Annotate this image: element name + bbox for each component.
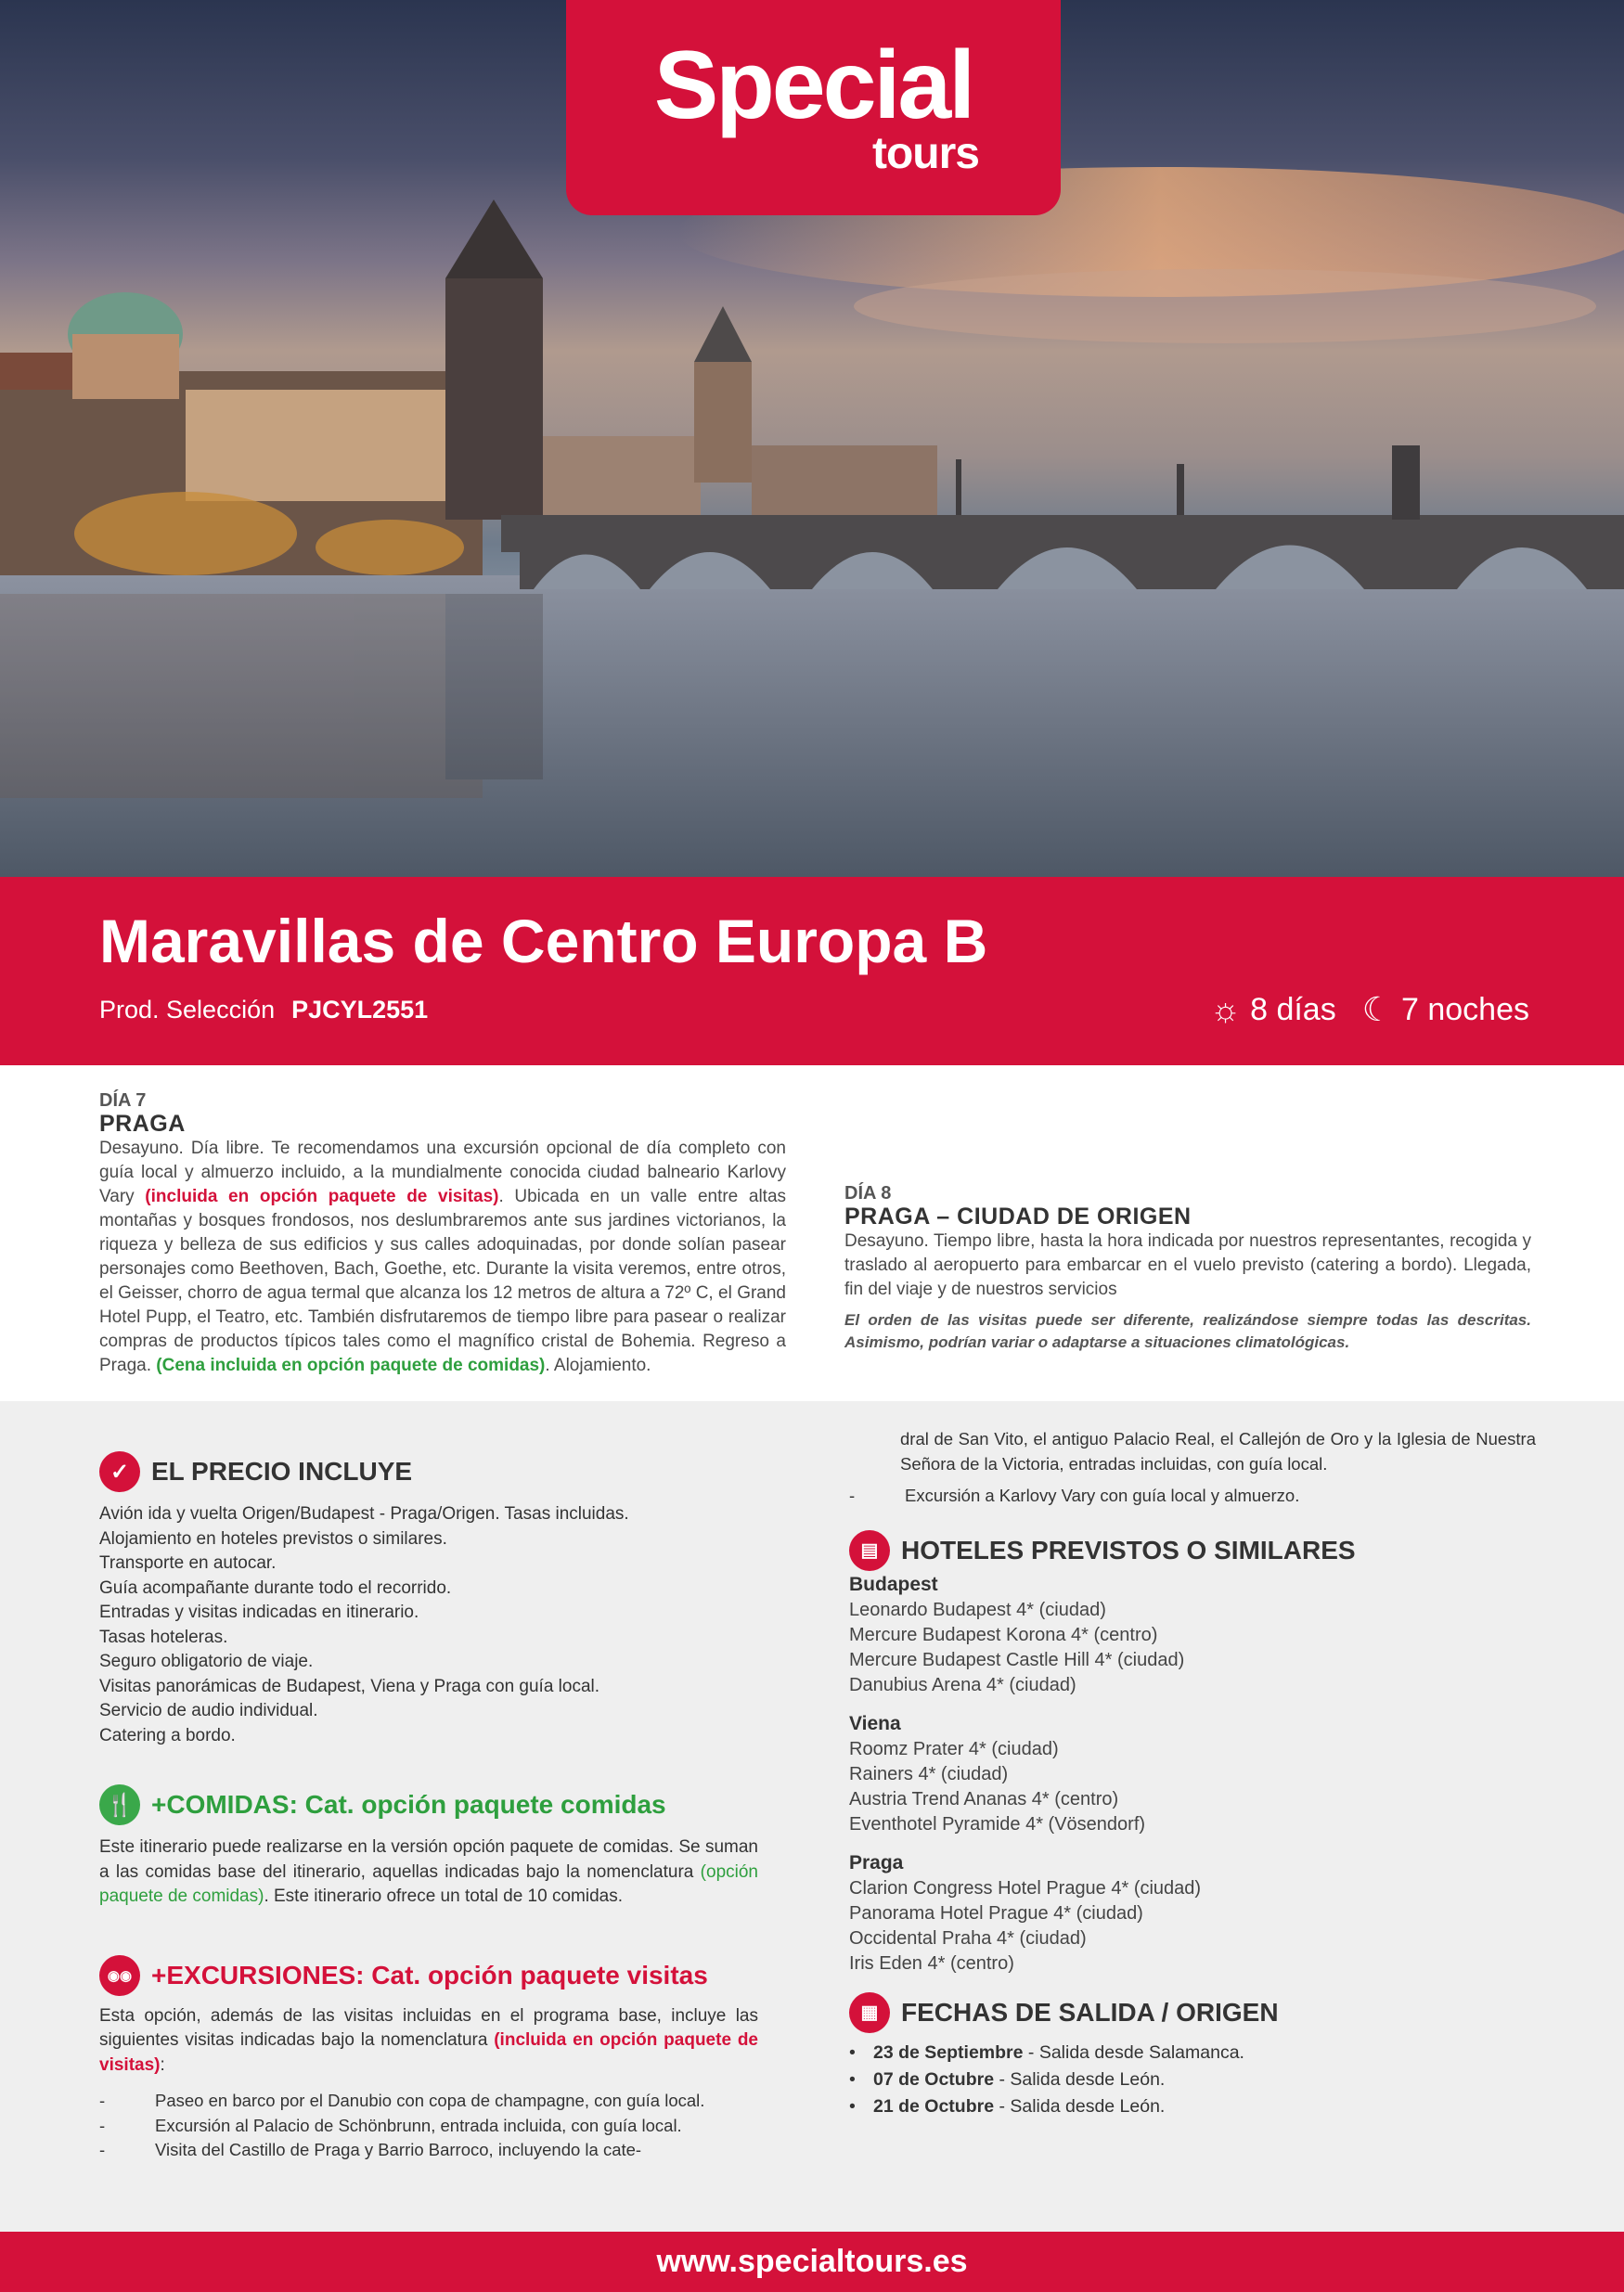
list-item: - Paseo en barco por el Danubio con copa de champagne, con guía local.	[99, 2091, 705, 2110]
visit-package-highlight: (incluida en opción paquete de visitas)	[145, 1187, 499, 1206]
hotels-title: HOTELES PREVISTOS O SIMILARES	[901, 1535, 1356, 1564]
hotel-item: Danubius Arena 4* (ciudad)	[849, 1674, 1076, 1695]
hotel-item: Roomz Prater 4* (ciudad)	[849, 1738, 1059, 1759]
hotel-item: Panorama Hotel Prague 4* (ciudad)	[849, 1902, 1143, 1924]
footer-url[interactable]: www.specialtours.es	[0, 2232, 1624, 2292]
itinerary-right-column	[844, 1086, 1531, 1354]
title-band	[0, 877, 1624, 1065]
camera-icon: ◉◉	[99, 1955, 140, 1996]
sun-icon: ☼	[1210, 990, 1242, 1028]
list-item: Catering a bordo.	[99, 1725, 236, 1745]
hotel-item: Iris Eden 4* (centro)	[849, 1952, 1014, 1974]
logo-line-2: tours	[872, 129, 979, 178]
meal-package-highlight: (Cena incluida en opción paquete de comidas)	[156, 1356, 546, 1375]
excursions-title: +EXCURSIONES: Cat. opción paquete visitas	[151, 1960, 708, 1989]
hotel-city-praga: Praga	[849, 1851, 904, 1874]
duration	[1210, 990, 1529, 1029]
nights-count: 7 noches	[1401, 991, 1529, 1027]
calendar-icon: ▦	[849, 1992, 890, 2033]
cutlery-icon: 🍴	[99, 1784, 140, 1825]
hero-photo-prague	[0, 0, 1624, 877]
list-item: - Excursión al Palacio de Schönbrunn, entrada incluida, con guía local.	[99, 2115, 682, 2135]
meals-text: Este itinerario puede realizarse en la versión opción paquete de comidas. Se suman a las comidas base del itinerario, aquellas indicadas bajo la nomenclatura (opción paquete de comidas). Este itinerario ofrece un total de 10 comidas.	[99, 1837, 758, 1906]
logo-line-1: Special	[653, 32, 973, 139]
info-left-column	[99, 1450, 758, 2163]
list-item: Transporte en autocar.	[99, 1553, 277, 1573]
check-icon: ✓	[99, 1451, 140, 1492]
days-count: 8 días	[1250, 991, 1336, 1027]
special-tours-logo[interactable]	[566, 0, 1061, 215]
hotel-item: Mercure Budapest Korona 4* (centro)	[849, 1624, 1158, 1645]
list-item: Guía acompañante durante todo el recorrido.	[99, 1577, 452, 1598]
price-includes-title: EL PRECIO INCLUYE	[151, 1457, 413, 1486]
hotel-city-viena: Viena	[849, 1712, 901, 1734]
hotel-item: Mercure Budapest Castle Hill 4* (ciudad)	[849, 1649, 1185, 1670]
meal-package-mention: (opción paquete de comidas)	[99, 1861, 758, 1906]
day-7-city: PRAGA	[99, 1111, 186, 1137]
hotel-item: Rainers 4* (ciudad)	[849, 1763, 1009, 1784]
excursions-heading	[99, 1954, 758, 1997]
day-8-label: DÍA 8	[844, 1183, 892, 1204]
hotels-heading	[849, 1529, 1536, 1572]
product-label: Prod. Selección	[99, 996, 276, 1024]
product-line	[99, 996, 428, 1024]
tour-title: Maravillas de Centro Europa B	[99, 907, 988, 975]
visit-package-mention: (incluida en opción paquete de visitas)	[99, 2030, 758, 2075]
list-item: Alojamiento en hoteles previstos o similares.	[99, 1528, 447, 1549]
itinerary-left-column	[99, 1090, 787, 1375]
list-item: - Excursión a Karlovy Vary con guía local y almuerzo.	[849, 1486, 1300, 1505]
meals-title: +COMIDAS: Cat. opción paquete comidas	[151, 1790, 666, 1819]
building-icon: ▤	[849, 1530, 890, 1571]
list-item: Tasas hoteleras.	[99, 1627, 228, 1647]
hotels-list	[849, 1572, 1536, 1977]
info-right-column	[849, 1427, 1536, 2120]
excursions-text: Esta opción, además de las visitas incluidas en el programa base, incluye las siguientes visitas indicadas bajo la nomenclatura (incluida en opción paquete de visitas):	[99, 2005, 758, 2075]
itinerary-note: El orden de las visitas puede ser diferente, realizándose siempre todas las descritas. Asimismo, podrían variar o adaptarse a situaciones climatológicas.	[844, 1311, 1531, 1351]
day-7-text: Desayuno. Día libre. Te recomendamos una excursión opcional de día completo con guía local y almuerzo incluido, a la mundialmente conocida ciudad balneario Karlovy Vary (incluida en opción paquete de visitas). Ubicada en un valle entre altas montañas y bosques frondosos, nos deslumbraremos ante sus jardines victorianos, la riqueza y belleza de sus edificios y sus calles adoquinadas, por donde solían pasear personajes como Beethoven, Bach, Goethe, etc. Durante la visita veremos, entre otros, el Geisser, chorro de agua termal que alcanza los 12 metros de altura a 72º C, el Grand Hotel Pupp, el Teatro, etc. También disfrutaremos de tiempo libre para pasear o realizar compras de productos típicos tales como el magnífico cristal de Bohemia. Regreso a Praga. (Cena incluida en opción paquete de comidas). Alojamiento.	[99, 1139, 787, 1375]
hotel-item: Leonardo Budapest 4* (ciudad)	[849, 1599, 1106, 1620]
excursions-list	[99, 2089, 758, 2163]
hotel-item: Occidental Praha 4* (ciudad)	[849, 1927, 1087, 1949]
product-code: PJCYL2551	[291, 996, 429, 1024]
departures-list	[849, 2040, 1536, 2120]
hotel-item: Clarion Congress Hotel Prague 4* (ciudad)	[849, 1877, 1202, 1899]
day-7-label: DÍA 7	[99, 1090, 147, 1111]
list-item: Entradas y visitas indicadas en itinerario.	[99, 1603, 419, 1622]
list-item: Seguro obligatorio de viaje.	[99, 1652, 314, 1671]
departure-item: • 21 de Octubre - Salida desde León.	[849, 2095, 1166, 2117]
hotel-item: Eventhotel Pyramide 4* (Vösendorf)	[849, 1813, 1146, 1835]
price-includes-heading	[99, 1450, 758, 1493]
moon-icon: ☾	[1361, 990, 1392, 1028]
list-item: Servicio de audio individual.	[99, 1701, 318, 1720]
departure-item: • 07 de Octubre - Salida desde León.	[849, 2068, 1166, 2090]
list-item: Visitas panorámicas de Budapest, Viena y Praga con guía local.	[99, 1676, 600, 1696]
list-item: - Visita del Castillo de Praga y Barrio Barroco, incluyendo la cate-	[99, 2140, 642, 2159]
meals-heading	[99, 1783, 758, 1826]
day-8-text: Desayuno. Tiempo libre, hasta la hora indicada por nuestros representantes, recogida y traslado al aeropuerto para embarcar en el vuelo previsto (catering a bordo). Llegada, fin del viaje y de nuestros servicios	[844, 1231, 1531, 1299]
hotel-item: Austria Trend Ananas 4* (centro)	[849, 1788, 1119, 1809]
hotel-city-budapest: Budapest	[849, 1573, 938, 1595]
day-8-city: PRAGA – CIUDAD DE ORIGEN	[844, 1204, 1192, 1230]
departure-item: • 23 de Septiembre - Salida desde Salamanca.	[849, 2041, 1244, 2063]
price-includes-list	[99, 1502, 758, 1748]
departures-title: FECHAS DE SALIDA / ORIGEN	[901, 1997, 1279, 2027]
departures-heading	[849, 1991, 1536, 2034]
excursions-list-continued: dral de San Vito, el antiguo Palacio Real, el Callejón de Oro y la Iglesia de Nuestra Señora de la Victoria, entradas incluidas, con guía local.	[900, 1429, 1536, 1474]
list-item: Avión ida y vuelta Origen/Budapest - Praga/Origen. Tasas incluidas.	[99, 1504, 629, 1524]
